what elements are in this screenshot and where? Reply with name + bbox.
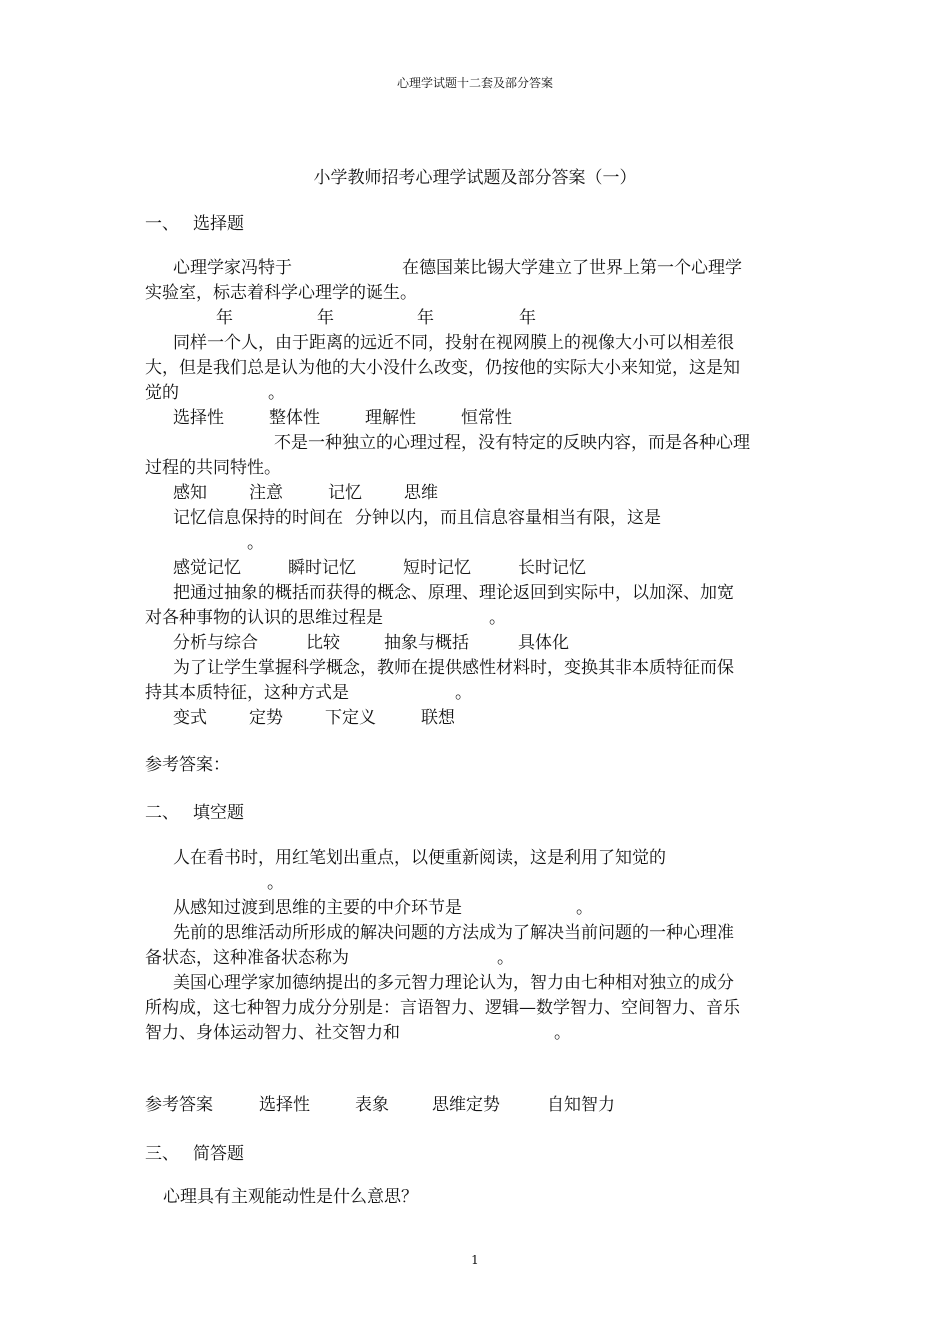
section-title: 选择题 — [193, 214, 244, 234]
option: 感知 — [173, 483, 207, 503]
section-heading-fill — [145, 798, 244, 823]
answer-item: 自知智力 — [547, 1095, 615, 1115]
option: 理解性 — [365, 408, 416, 428]
option: 长时记忆 — [518, 558, 586, 578]
option: 恒常性 — [461, 408, 512, 428]
option: 具体化 — [518, 633, 569, 653]
option: 整体性 — [269, 408, 320, 428]
question-4-line-1: 记忆信息保持的时间在 分钟以内，而且信息容量相当有限，这是 — [173, 508, 661, 528]
option: 年 — [317, 308, 334, 328]
fill-1-line-2: 。 — [267, 873, 284, 893]
option: 抽象与概括 — [384, 633, 469, 653]
question-2-line-3: 觉的 。 — [145, 383, 285, 403]
question-3-line-1: 不是一种独立的心理过程，没有特定的反映内容，而是各种心理 — [274, 433, 750, 453]
section-number: 一、 — [145, 214, 179, 234]
question-3-line-2: 过程的共同特性。 — [145, 458, 281, 478]
question-4-options — [173, 556, 586, 581]
answer-item: 思维定势 — [432, 1095, 500, 1115]
option: 短时记忆 — [403, 558, 471, 578]
short-answer-question-1: 心理具有主观能动性是什么意思？ — [163, 1187, 418, 1207]
option: 年 — [519, 308, 536, 328]
option: 瞬时记忆 — [288, 558, 356, 578]
question-4-line-2: 。 — [247, 533, 264, 553]
answer-item: 表象 — [355, 1095, 389, 1115]
question-5-options — [173, 631, 569, 656]
section-title: 简答题 — [193, 1144, 244, 1164]
option: 下定义 — [325, 708, 376, 728]
question-6-line-2: 持其本质特征，这种方式是 。 — [145, 683, 472, 703]
fill-4-line-3: 智力、身体运动智力、社交智力和 。 — [145, 1023, 571, 1043]
fill-3-line-1: 先前的思维活动所形成的解决问题的方法成为了解决当前问题的一种心理准 — [173, 923, 734, 943]
option: 变式 — [173, 708, 207, 728]
document-title: 小学教师招考心理学试题及部分答案（一） — [313, 168, 637, 188]
option: 分析与综合 — [173, 633, 258, 653]
question-2-options — [173, 406, 512, 431]
section-number: 二、 — [145, 803, 179, 823]
option: 定势 — [249, 708, 283, 728]
option: 注意 — [249, 483, 283, 503]
section-heading-short-answer — [145, 1139, 244, 1164]
option: 比较 — [306, 633, 340, 653]
question-6-line-1: 为了让学生掌握科学概念，教师在提供感性材料时，变换其非本质特征而保 — [173, 658, 734, 678]
question-1-line-1: 心理学家冯特于 在德国莱比锡大学建立了世界上第一个心理学 — [173, 258, 742, 278]
fill-3-line-2: 备状态，这种准备状态称为 。 — [145, 948, 514, 968]
section-heading-choice — [145, 209, 244, 234]
fill-4-line-1: 美国心理学家加德纳提出的多元智力理论认为，智力由七种相对独立的成分 — [173, 973, 734, 993]
option: 年 — [417, 308, 434, 328]
fill-answers — [145, 1093, 615, 1118]
question-3-options — [173, 481, 438, 506]
page-number: 1 — [471, 1253, 479, 1267]
fill-1-line-1: 人在看书时，用红笔划出重点，以便重新阅读，这是利用了知觉的 — [173, 848, 666, 868]
fill-4-line-2: 所构成，这七种智力成分分别是：言语智力、逻辑—数学智力、空间智力、音乐 — [145, 998, 740, 1018]
option: 联想 — [421, 708, 455, 728]
option: 思维 — [404, 483, 438, 503]
section-number: 三、 — [145, 1144, 179, 1164]
option: 年 — [216, 308, 233, 328]
question-1-line-2: 实验室，标志着科学心理学的诞生。 — [145, 283, 417, 303]
section-title: 填空题 — [193, 803, 244, 823]
page-header: 心理学试题十二套及部分答案 — [396, 76, 553, 90]
option: 选择性 — [173, 408, 224, 428]
answer-label: 参考答案： — [145, 755, 230, 775]
question-2-line-1: 同样一个人，由于距离的远近不同，投射在视网膜上的视像大小可以相差很 — [173, 333, 734, 353]
option: 记忆 — [328, 483, 362, 503]
question-5-line-2: 对各种事物的认识的思维过程是 。 — [145, 608, 506, 628]
question-6-options — [173, 706, 455, 731]
question-1-options — [216, 306, 536, 331]
question-5-line-1: 把通过抽象的概括而获得的概念、原理、理论返回到实际中，以加深、加宽 — [173, 583, 734, 603]
answer-label: 参考答案 — [145, 1095, 213, 1115]
option: 感觉记忆 — [173, 558, 241, 578]
fill-2-line-1: 从感知过渡到思维的主要的中介环节是 。 — [173, 898, 593, 918]
question-2-line-2: 大，但是我们总是认为他的大小没什么改变，仍按他的实际大小来知觉，这是知 — [145, 358, 740, 378]
answer-item: 选择性 — [259, 1095, 310, 1115]
